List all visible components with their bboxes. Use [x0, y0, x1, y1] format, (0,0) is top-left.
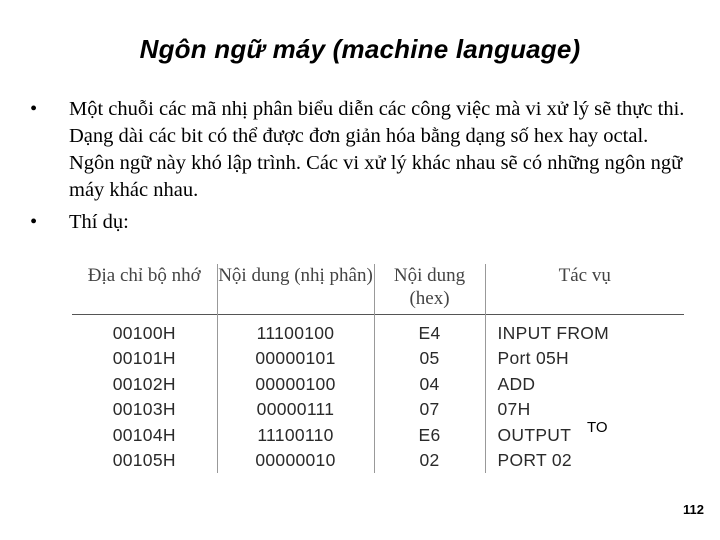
bullet-item	[30, 209, 695, 236]
cell-address: 00103H	[72, 397, 217, 422]
cell-address: 00100H	[72, 315, 217, 347]
page-number: 112	[683, 502, 704, 517]
bullet-list	[30, 96, 695, 241]
cell-address: 00102H	[72, 372, 217, 397]
bullet-text-example: Thí dụ:	[69, 211, 129, 233]
cell-binary: 00000010	[217, 448, 374, 473]
table-row	[72, 448, 684, 473]
table-row	[72, 372, 684, 397]
header-binary-content: Nội dung (nhị phân)	[217, 264, 374, 315]
cell-binary: 00000101	[217, 346, 374, 371]
cell-binary: 00000100	[217, 372, 374, 397]
machine-code-table	[72, 264, 684, 473]
cell-operation: 07H	[497, 399, 531, 420]
header-operation: Tác vụ	[558, 265, 611, 286]
cell-operation: ADD	[497, 373, 536, 394]
header-hex-content: Nội dung (hex)	[374, 264, 485, 315]
cell-address: 00104H	[72, 423, 217, 448]
cell-hex: E6	[374, 423, 485, 448]
cell-operation: OUTPUT	[497, 424, 572, 445]
slide-title: Ngôn ngữ máy (machine language)	[139, 34, 581, 64]
cell-operation: PORT 02	[497, 450, 572, 471]
table-row	[72, 346, 684, 371]
overlay-label-to: TO	[587, 419, 608, 436]
cell-address: 00101H	[72, 346, 217, 371]
cell-binary: 11100110	[217, 423, 374, 448]
cell-operation: Port 05H	[497, 348, 569, 369]
cell-hex: 05	[374, 346, 485, 371]
cell-address: 00105H	[72, 448, 217, 473]
bullet-item	[30, 96, 695, 204]
cell-hex: 07	[374, 397, 485, 422]
cell-hex: 04	[374, 372, 485, 397]
cell-hex: 02	[374, 448, 485, 473]
cell-operation: INPUT FROM	[497, 323, 610, 343]
bullet-text-description: Một chuỗi các mã nhị phân biểu diễn các công việc mà vi xử lý sẽ thực thi. Dạng dài các bit có thể được đơn giản hóa bằng dạng số hex hay octal. Ngôn ngữ này khó lập trình. Các vi xử lý khác nhau sẽ có những ngôn ngữ máy khác nhau.	[69, 98, 685, 201]
table-row	[72, 315, 684, 347]
bullet-dot: •	[30, 211, 38, 233]
bullet-dot: •	[30, 98, 38, 120]
header-memory-address: Địa chỉ bộ nhớ	[72, 264, 217, 315]
cell-hex: E4	[374, 315, 485, 347]
table-header-row	[72, 264, 684, 315]
cell-binary: 00000111	[217, 397, 374, 422]
cell-binary: 11100100	[217, 315, 374, 347]
